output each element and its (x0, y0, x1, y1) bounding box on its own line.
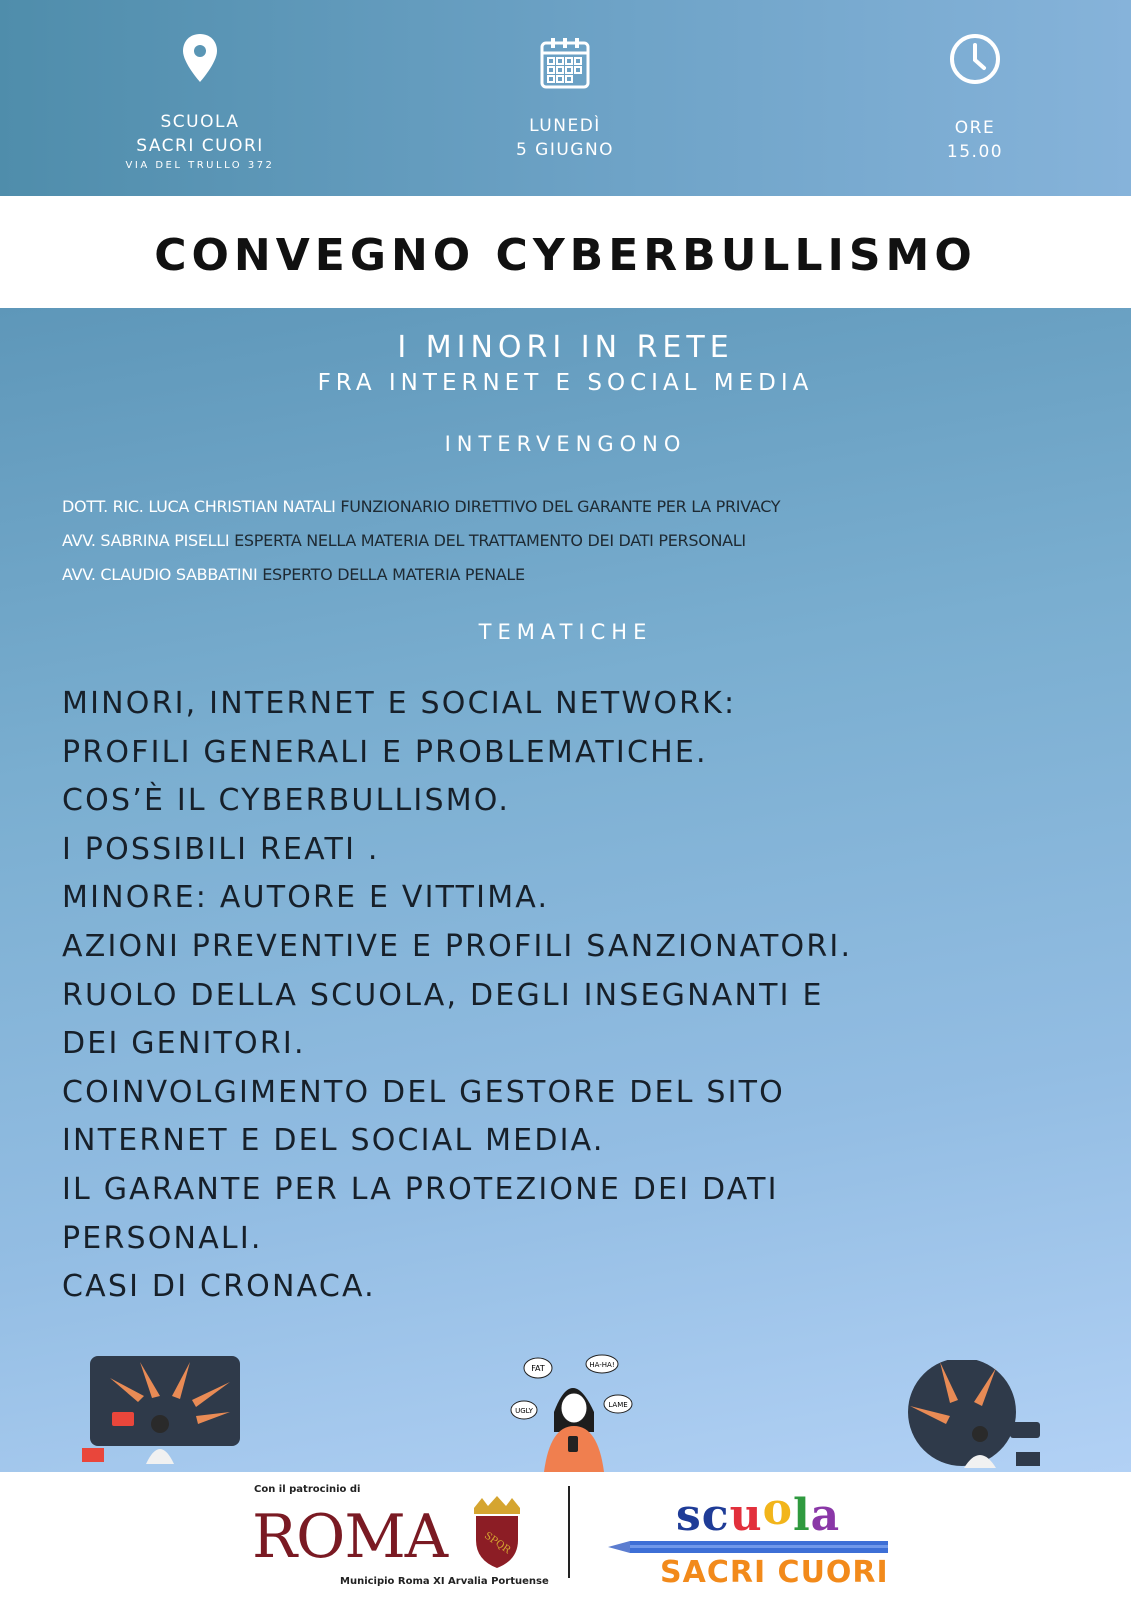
location-pin-icon (180, 32, 220, 84)
topic-line: CASI DI CRONACA. (62, 1269, 376, 1305)
bubble-lame: LAME (608, 1401, 628, 1409)
school-logo-subtitle: SACRI CUORI (660, 1555, 889, 1590)
topic-line: PROFILI GENERALI E PROBLEMATICHE. (62, 734, 708, 770)
footer (0, 1472, 1131, 1600)
date-line1: LUNEDÌ (529, 116, 601, 136)
location-address: VIA DEL TRULLO 372 (125, 160, 275, 171)
time-info (900, 32, 1050, 164)
roma-seal-icon (468, 1494, 526, 1570)
topic-line: IL GARANTE PER LA PROTEZIONE DEI DATI (62, 1171, 779, 1207)
date-info (490, 36, 640, 162)
seal-text: SPQR (481, 1530, 513, 1557)
bubble-haha: HA-HA! (589, 1361, 615, 1369)
topic-line: MINORE: AUTORE E VITTIMA. (62, 880, 550, 916)
logo-letter: l (792, 1490, 811, 1541)
bullying-illustration-center (510, 1352, 642, 1472)
speaker-role: FUNZIONARIO DIRETTIVO DEL GARANTE PER LA PRIVACY (340, 497, 781, 516)
speaker-role: ESPERTO DELLA MATERIA PENALE (262, 565, 525, 584)
time-line2: 15.00 (946, 142, 1004, 162)
bullying-illustration-right (900, 1360, 1060, 1472)
bullying-illustration-left (80, 1352, 252, 1472)
speaker-role: ESPERTA NELLA MATERIA DEL TRATTAMENTO DEI DATI PERSONALI (234, 531, 746, 550)
logo-letter: a (810, 1490, 841, 1541)
speaker-name: DOTT. RIC. LUCA CHRISTIAN NATALI (62, 497, 336, 516)
pencil-icon (608, 1540, 888, 1554)
subtitle-line1: I MINORI IN RETE (397, 330, 734, 365)
patronage-label: Con il patrocinio di (254, 1484, 361, 1495)
speaker-row (62, 565, 525, 584)
logo-letter: c (701, 1490, 730, 1541)
topic-line: AZIONI PREVENTIVE E PROFILI SANZIONATORI. (62, 928, 853, 964)
speakers-heading: INTERVENGONO (444, 432, 687, 456)
municipio-label: Municipio Roma XI Arvalia Portuense (340, 1576, 549, 1587)
bubble-fat: FAT (531, 1364, 545, 1373)
speaker-name: AVV. SABRINA PISELLI (62, 531, 230, 550)
location-info (120, 32, 280, 171)
topic-line: COINVOLGIMENTO DEL GESTORE DEL SITO (62, 1074, 785, 1110)
logo-letter: u (729, 1490, 763, 1541)
bubble-ugly: UGLY (515, 1407, 533, 1415)
topic-line: PERSONALI. (62, 1220, 263, 1256)
speaker-row (62, 531, 746, 550)
topics-heading: TEMATICHE (478, 620, 653, 644)
topic-line: RUOLO DELLA SCUOLA, DEGLI INSEGNANTI E (62, 977, 824, 1013)
speaker-name: AVV. CLAUDIO SABBATINI (62, 565, 258, 584)
time-line1: ORE (954, 118, 996, 138)
topics-list (62, 680, 852, 1312)
logo-letter: o (762, 1484, 793, 1535)
topic-line: COS’È IL CYBERBULLISMO. (62, 783, 511, 819)
roma-logo-text: ROMA (252, 1502, 448, 1572)
speaker-row (62, 497, 780, 516)
clock-icon (948, 32, 1002, 86)
logo-letter: s (676, 1490, 702, 1541)
location-line2: SACRI CUORI (136, 136, 264, 156)
location-line1: SCUOLA (160, 112, 240, 132)
topic-line: MINORI, INTERNET E SOCIAL NETWORK: (62, 686, 737, 721)
page-title: CONVEGNO CYBERBULLISMO (154, 230, 977, 281)
footer-divider (568, 1486, 570, 1578)
calendar-icon (539, 36, 591, 90)
school-logo-word (676, 1484, 841, 1541)
topic-line: DEI GENITORI. (62, 1026, 306, 1062)
date-line2: 5 GIUGNO (515, 140, 615, 160)
subtitle-line2: FRA INTERNET E SOCIAL MEDIA (317, 370, 814, 396)
topic-line: I POSSIBILI REATI . (62, 831, 380, 867)
topic-line: INTERNET E DEL SOCIAL MEDIA. (62, 1123, 605, 1159)
